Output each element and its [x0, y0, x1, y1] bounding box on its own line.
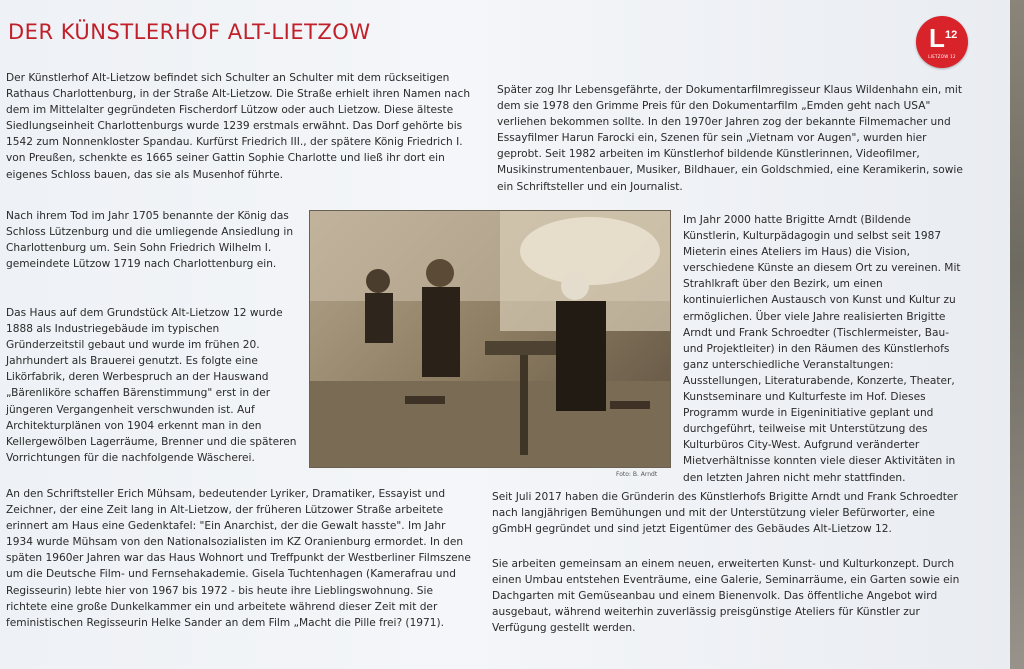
- logo-caption: LIETZOW 12: [928, 54, 956, 59]
- left-paragraph-4: An den Schriftsteller Erich Mühsam, bedeutender Lyriker, Dramatiker, Essayist und Zeichner, der eine Zeit lang in Alt-Lietzow, der früheren Lützower Straße arbeitete erinnert am Haus eine Gedenktafel: "Ein Anarchist, der die Gewalt hasste". Im Jahr 1934 wurde Mühsam von den Nationalsozialisten im KZ Oranienburg ermordet. In den späten 1960er Jahren war das Haus Wohnort und Treffpunkt der Westberliner Filmszene um die Deutsche Film- und Fernsehakademie. Gisela Tuchtenhagen (Kamerafrau und Regisseurin) lebte hier von 1967 bis 1972 - bis heute ihre Lieblingswohnung. Sie richtete eine große Dunkelkammer ein und arbeitete während dieser Zeit mit der feministischen Regisseurin Helke Sander an dem Film „Macht die Pille frei? (1971).: [6, 488, 471, 629]
- logo-number: 12: [945, 29, 958, 41]
- left-paragraph-2: Nach ihrem Tod im Jahr 1705 benannte der König das Schloss Lützenburg und die umliegende Ansiedlung in Charlottenburg um. Sein Sohn Friedrich Wilhelm I. gemeindete Lützow 1719 nach Charlottenburg ein.: [6, 210, 294, 271]
- board-edge: [1010, 0, 1024, 669]
- logo-mark: L: [929, 23, 945, 53]
- right-paragraph-3: Seit Juli 2017 haben die Gründerin des Künstlerhofs Brigitte Arndt und Frank Schroedter nach langjährigen Bemühungen und mit der Unterstützung vieler Befürworter, eine gGmbH gegründet und sind jetzt Eigentümer des Gebäudes Alt-Lietzow 12.: [492, 491, 958, 536]
- historic-photo: [309, 210, 671, 468]
- left-paragraph-1: Der Künstlerhof Alt-Lietzow befindet sich Schulter an Schulter mit dem rückseitigen Rathaus Charlottenburg, in der Straße Alt-Lietzow. Die Straße erhielt ihren Namen nach dem im Mittelalter gegründeten Fischerdorf Lützow oder auch Lietzow. Diese älteste Siedlungseinheit Charlottenburgs wurde 1239 erstmals erwähnt. Das Dorf gehörte bis 1542 zum Nonnenkloster Spandau. Kurfürst Friedrich III., der spätere König Friedrich I. von Preußen, schenkte es 1665 seiner Gattin Sophie Charlotte und ließ ihr dort ein eigenes Schloss bauen, das sie als Musenhof führte.: [6, 72, 471, 181]
- right-paragraph-4: Sie arbeiten gemeinsam an einem neuen, erweiterten Kunst- und Kulturkonzept. Durch einen Umbau entstehen Eventräume, eine Galerie, Seminarräume, ein Garten sowie ein Dachgarten mit Gemüseanbau und einem Bienenvolk. Das öffentliche Angebot wird ausgebaut, während weiterhin zuverlässig preisgünstige Ateliers für Künstler zur Verfügung gestellt werden.: [492, 558, 960, 635]
- left-paragraph-3: Das Haus auf dem Grundstück Alt-Lietzow 12 wurde 1888 als Industriegebäude im typischen Gründerzeitstil gebaut und wurde im frühen 20. Jahrhundert als Brauerei genutzt. Es folgte eine Likörfabrik, deren Werbespruch an der Hauswand „Bärenliköre schaffen Bärenstimmung" erst in der jüngeren Vergangenheit verschwunden ist. Auf Architekturplänen von 1904 erkennt man in den Kellergewölben Lagerräume, Brenner und die späteren Vorrichtungen für die nachfolgende Wäscherei.: [6, 307, 297, 464]
- photo-illustration: [310, 211, 670, 467]
- photo-credit: Foto: B. Arndt: [616, 471, 658, 478]
- right-paragraph-2: Im Jahr 2000 hatte Brigitte Arndt (Bildende Künstlerin, Kulturpädagogin und selbst seit 1987 Mieterin eines Ateliers im Haus) die Vision, verschiedene Künste an diesem Ort zu vereinen. Mit Strahlkraft über den Bezirk, um einen kontinuierlichen Austausch von Kunst und Kultur zu ermöglichen. Über viele Jahre realisierten Brigitte Arndt und Frank Schroedter (Tischlermeister, Bau- und Projektleiter) in den Räumen des Künstlerhofs ganz unterschiedliche Veranstaltungen: Ausstellungen, Literaturabende, Konzerte, Theater, Kunstseminare und Kulturfeste im Hof. Dieses Programm wurde in Eigeninitiative geplant und durchgeführt, teilweise mit Unterstützung des Kulturbüros City-West. Aufgrund veränderter Mietverhältnisse konnten viele dieser Aktivitäten in den letzten Jahren nicht mehr stattfinden.: [683, 214, 961, 484]
- logo: [916, 16, 968, 68]
- right-paragraph-1: Später zog Ihr Lebensgefährte, der Dokumentarfilmregisseur Klaus Wildenhahn ein, mit dem sie 1978 den Grimme Preis für den Dokumentarfilm „Emden geht nach USA" verliehen bekommen sollte. In den 1970er Jahren zog der bekannte Filmemacher und Essayfilmer Harun Farocki ein, Szenen für sein „Vietnam vor Augen", wurden hier geprobt. Seit 1982 arbeiten im Künstlerhof bildende Künstlerinnen, Videofilmer, Musikinstrumentenbauer, Musiker, Bildhauer, ein Goldschmied, eine Keramikerin, sowie ein Schriftsteller und ein Journalist.: [497, 84, 963, 193]
- page-title: DER KÜNSTLERHOF ALT-LIETZOW: [8, 20, 371, 44]
